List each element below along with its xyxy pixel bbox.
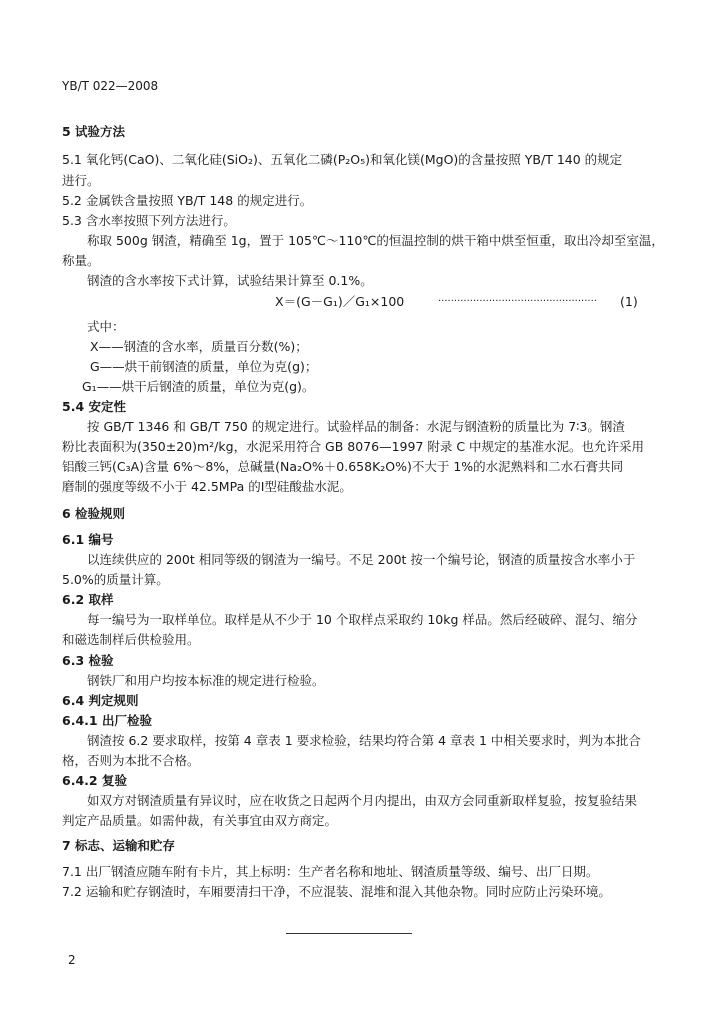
formula-leader-dots: ·················································· (438, 296, 597, 307)
clause-6-4-heading: 6.4 判定规则 (62, 693, 139, 708)
clause-5-3-line-1: 称取 500g 钢渣，精确至 1g，置于 105℃～110℃的恒温控制的烘干箱中烘至恒重，取出冷却至室温， (87, 233, 664, 248)
clause-5-3-line-3: 钢渣的含水率按下式计算，试验结果计算至 0.1%。 (87, 273, 373, 288)
formula-number: (1) (620, 294, 638, 309)
page-number: 2 (68, 953, 76, 967)
clause-6-4-1-line-2: 格，否则为本批不合格。 (62, 753, 200, 768)
clause-5-1-line-2: 进行。 (62, 173, 100, 188)
moisture-formula: X＝(G－G₁)／G₁×100 (275, 294, 405, 309)
clause-6-2-line-1: 每一编号为一取样单位。取样是从不少于 10 个取样点采取约 10kg 样品。然后经破碎、混匀、缩分 (87, 612, 638, 627)
clause-5-4-line-2: 粉比表面积为(350±20)m²/kg，水泥采用符合 GB 8076—1997 附录 C 中规定的基准水泥。也允许采用 (62, 439, 645, 454)
clause-7-2: 7.2 运输和贮存钢渣时，车厢要清扫干净，不应混装、混堆和混入其他杂物。同时应防止污染环境。 (62, 884, 611, 899)
clause-5-2: 5.2 金属铁含量按照 YB/T 148 的规定进行。 (62, 193, 313, 208)
clause-6-2-line-2: 和磁选制样后供检验用。 (62, 632, 200, 647)
clause-6-4-2-line-2: 判定产品质量。如需仲裁，有关事宜由双方商定。 (62, 813, 338, 828)
clause-6-4-1-line-1: 钢渣按 6.2 要求取样，按第 4 章表 1 要求检验，结果均符合第 4 章表 1 中相关要求时，判为本批合 (87, 733, 641, 748)
clause-6-1-line-1: 以连续供应的 200t 相同等级的钢渣为一编号。不足 200t 按一个编号论，钢渣的质量按含水率小于 (87, 552, 636, 567)
clause-5-4-line-4: 磨制的强度等级不小于 42.5MPa 的Ⅰ型硅酸盐水泥。 (62, 479, 352, 494)
clause-5-4-line-1: 按 GB/T 1346 和 GB/T 750 的规定进行。试验样品的制备：水泥与钢渣粉的质量比为 7∶3。钢渣 (87, 419, 625, 434)
clause-6-4-2-line-1: 如双方对钢渣质量有异议时，应在收货之日起两个月内提出，由双方会同重新取样复验，按复验结果 (87, 793, 638, 808)
clause-6-4-2-heading: 6.4.2 复验 (62, 773, 127, 788)
clause-5-1-line-1: 5.1 氧化钙(CaO)、二氧化硅(SiO₂)、五氧化二磷(P₂O₅)和氧化镁(MgO)的含量按照 YB/T 140 的规定 (62, 152, 623, 167)
clause-6-2-heading: 6.2 取样 (62, 592, 114, 607)
clause-6-3-line-1: 钢铁厂和用户均按本标准的规定进行检验。 (87, 673, 325, 688)
clause-5-3-line-2: 称量。 (62, 253, 100, 268)
clause-7-1: 7.1 出厂钢渣应随车附有卡片，其上标明：生产者名称和地址、钢渣质量等级、编号、出厂日期。 (62, 864, 599, 879)
variable-g1-definition: G₁——烘干后钢渣的质量，单位为克(g)。 (82, 379, 315, 394)
variable-g-definition: G——烘干前钢渣的质量，单位为克(g)； (90, 359, 318, 374)
clause-5-4-heading: 5.4 安定性 (62, 399, 126, 414)
section-7-heading: 7 标志、运输和贮存 (62, 838, 176, 853)
clause-6-4-1-heading: 6.4.1 出厂检验 (62, 713, 152, 728)
end-of-standard-rule (286, 933, 412, 934)
clause-5-4-line-3: 铝酸三钙(C₃A)含量 6%～8%，总碱量(Na₂O%＋0.658K₂O%)不大于 1%的水泥熟料和二水石膏共同 (62, 459, 624, 474)
variable-x-definition: X——钢渣的含水率，质量百分数(%)； (90, 339, 308, 354)
section-6-heading: 6 检验规则 (62, 506, 126, 521)
clause-6-1-heading: 6.1 编号 (62, 532, 114, 547)
section-5-heading: 5 试验方法 (62, 124, 126, 139)
clause-6-1-line-2: 5.0%的质量计算。 (62, 572, 169, 587)
where-label: 式中： (87, 319, 125, 334)
standard-number-header: YB/T 022—2008 (62, 79, 159, 93)
clause-6-3-heading: 6.3 检验 (62, 653, 114, 668)
clause-5-3: 5.3 含水率按照下列方法进行。 (62, 213, 236, 228)
